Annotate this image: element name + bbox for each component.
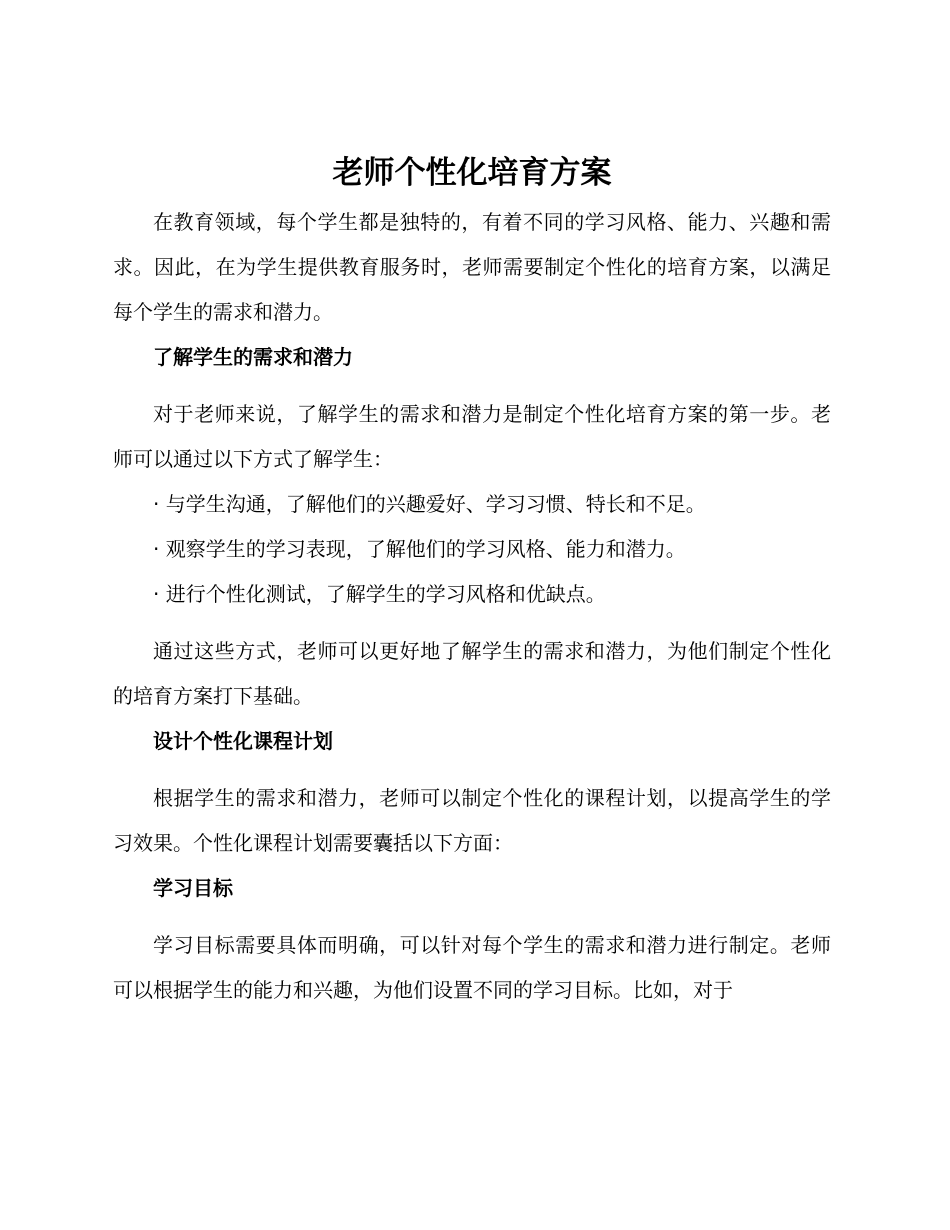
section-heading-understand-students: 了解学生的需求和潜力	[153, 345, 353, 369]
section-heading-learning-goals: 学习目标	[153, 876, 233, 900]
section1-paragraph-1: 对于老师来说，了解学生的需求和潜力是制定个性化培育方案的第一步。老师可以通过以下方式了解学生：	[113, 402, 831, 471]
document-title: 老师个性化培育方案	[332, 155, 612, 191]
section1-paragraph-2: 通过这些方式，老师可以更好地了解学生的需求和潜力，为他们制定个性化的培育方案打下基础。	[113, 639, 831, 708]
bullet-item-test: · 进行个性化测试，了解学生的学习风格和优缺点。	[153, 582, 606, 606]
document-body	[113, 146, 831, 1013]
intro-paragraph: 在教育领域，每个学生都是独特的，有着不同的学习风格、能力、兴趣和需求。因此，在为学生提供教育服务时，老师需要制定个性化的培育方案，以满足每个学生的需求和潜力。	[113, 210, 831, 324]
section2-paragraph-1: 根据学生的需求和潜力，老师可以制定个性化的课程计划，以提高学生的学习效果。个性化课程计划需要囊括以下方面：	[113, 786, 831, 855]
section-heading-course-plan: 设计个性化课程计划	[153, 729, 333, 753]
section3-paragraph-1: 学习目标需要具体而明确，可以针对每个学生的需求和潜力进行制定。老师可以根据学生的能力和兴趣，为他们设置不同的学习目标。比如，对于	[113, 933, 831, 1002]
bullet-item-communicate: · 与学生沟通，了解他们的兴趣爱好、学习习惯、特长和不足。	[153, 492, 706, 516]
bullet-item-observe: · 观察学生的学习表现，了解他们的学习风格、能力和潜力。	[153, 537, 686, 561]
